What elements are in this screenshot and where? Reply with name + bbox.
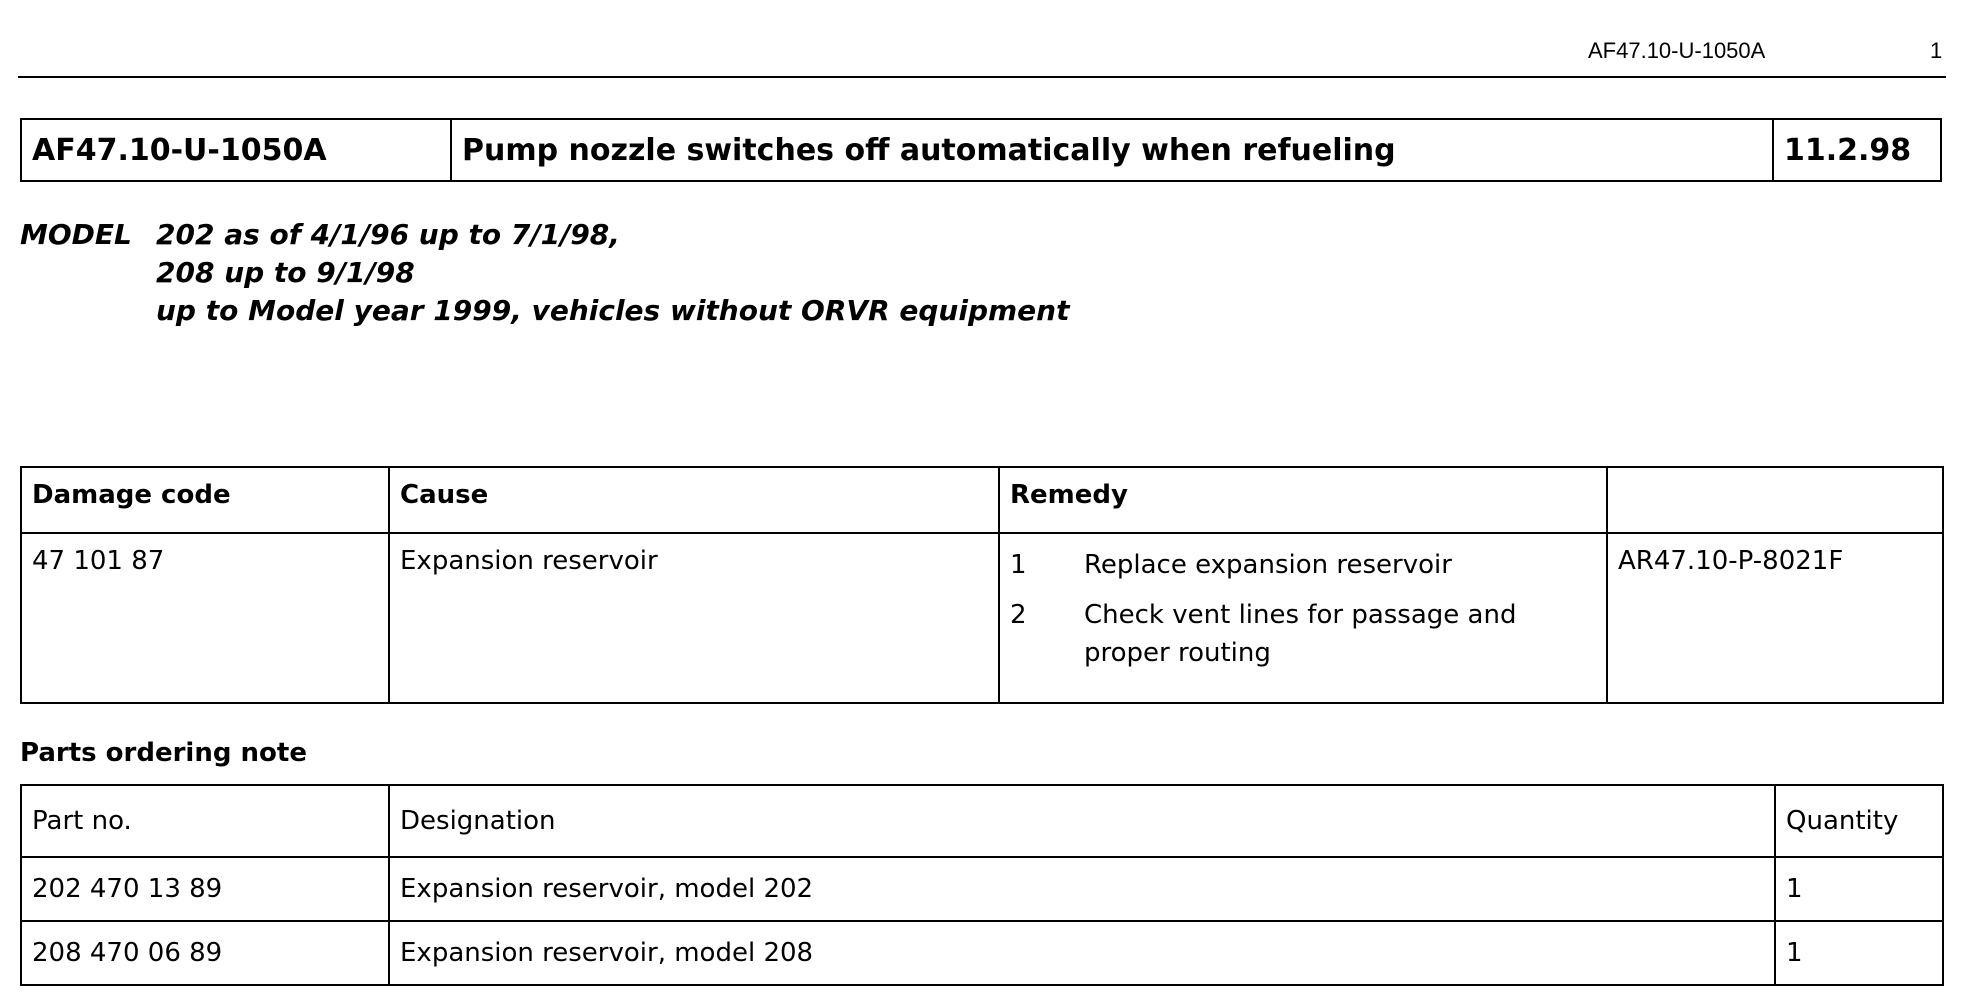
model-label: MODEL (20, 218, 132, 251)
cause-cell: Expansion reservoir (389, 533, 999, 703)
header-page-number: 1 (1930, 38, 1943, 63)
model-line-2: 208 up to 9/1/98 (156, 256, 415, 289)
parts-table-header (21, 785, 1943, 857)
header-designation: Designation (389, 785, 1775, 857)
header-cause: Cause (389, 467, 999, 533)
parts-heading: Parts ordering note (20, 738, 307, 768)
model-line-1 (20, 216, 1069, 254)
quantity-cell: 1 (1775, 857, 1943, 921)
header-damage-code: Damage code (21, 467, 389, 533)
header-remedy: Remedy (999, 467, 1607, 533)
remedy-step (1010, 546, 1596, 584)
title-block (20, 118, 1942, 182)
remedy-step-text: Replace expansion reservoir (1084, 550, 1452, 580)
remedy-step-text: Check vent lines for passage and proper routing (1084, 600, 1517, 668)
part-no-cell: 208 470 06 89 (21, 921, 389, 985)
header-doc-ref: AF47.10-U-1050A (1588, 38, 1766, 63)
document-code: AF47.10-U-1050A (21, 119, 451, 181)
remedy-step-number: 1 (1010, 550, 1027, 580)
remedy-step-number: 2 (1010, 600, 1027, 630)
header-reference (1607, 467, 1943, 533)
damage-table-header (21, 467, 1943, 533)
damage-table (20, 466, 1944, 704)
document-date: 11.2.98 (1773, 119, 1941, 181)
remedy-cell (999, 533, 1607, 703)
model-applicability (20, 216, 1069, 330)
quantity-cell: 1 (1775, 921, 1943, 985)
remedy-step (1010, 596, 1596, 672)
header-part-no: Part no. (21, 785, 389, 857)
header-quantity: Quantity (1775, 785, 1943, 857)
damage-code-cell: 47 101 87 (21, 533, 389, 703)
table-row (21, 533, 1943, 703)
table-row (21, 921, 1943, 985)
model-text-1: 202 as of 4/1/96 up to 7/1/98, (156, 218, 620, 251)
parts-table (20, 784, 1944, 986)
part-no-cell: 202 470 13 89 (21, 857, 389, 921)
designation-cell: Expansion reservoir, model 202 (389, 857, 1775, 921)
designation-cell: Expansion reservoir, model 208 (389, 921, 1775, 985)
model-line-3: up to Model year 1999, vehicles without ORVR equipment (156, 294, 1070, 327)
table-row (21, 857, 1943, 921)
reference-link[interactable]: AR47.10-P-8021F (1607, 533, 1943, 703)
page-header (18, 30, 1946, 78)
document-title: Pump nozzle switches off automatically when refueling (451, 119, 1773, 181)
